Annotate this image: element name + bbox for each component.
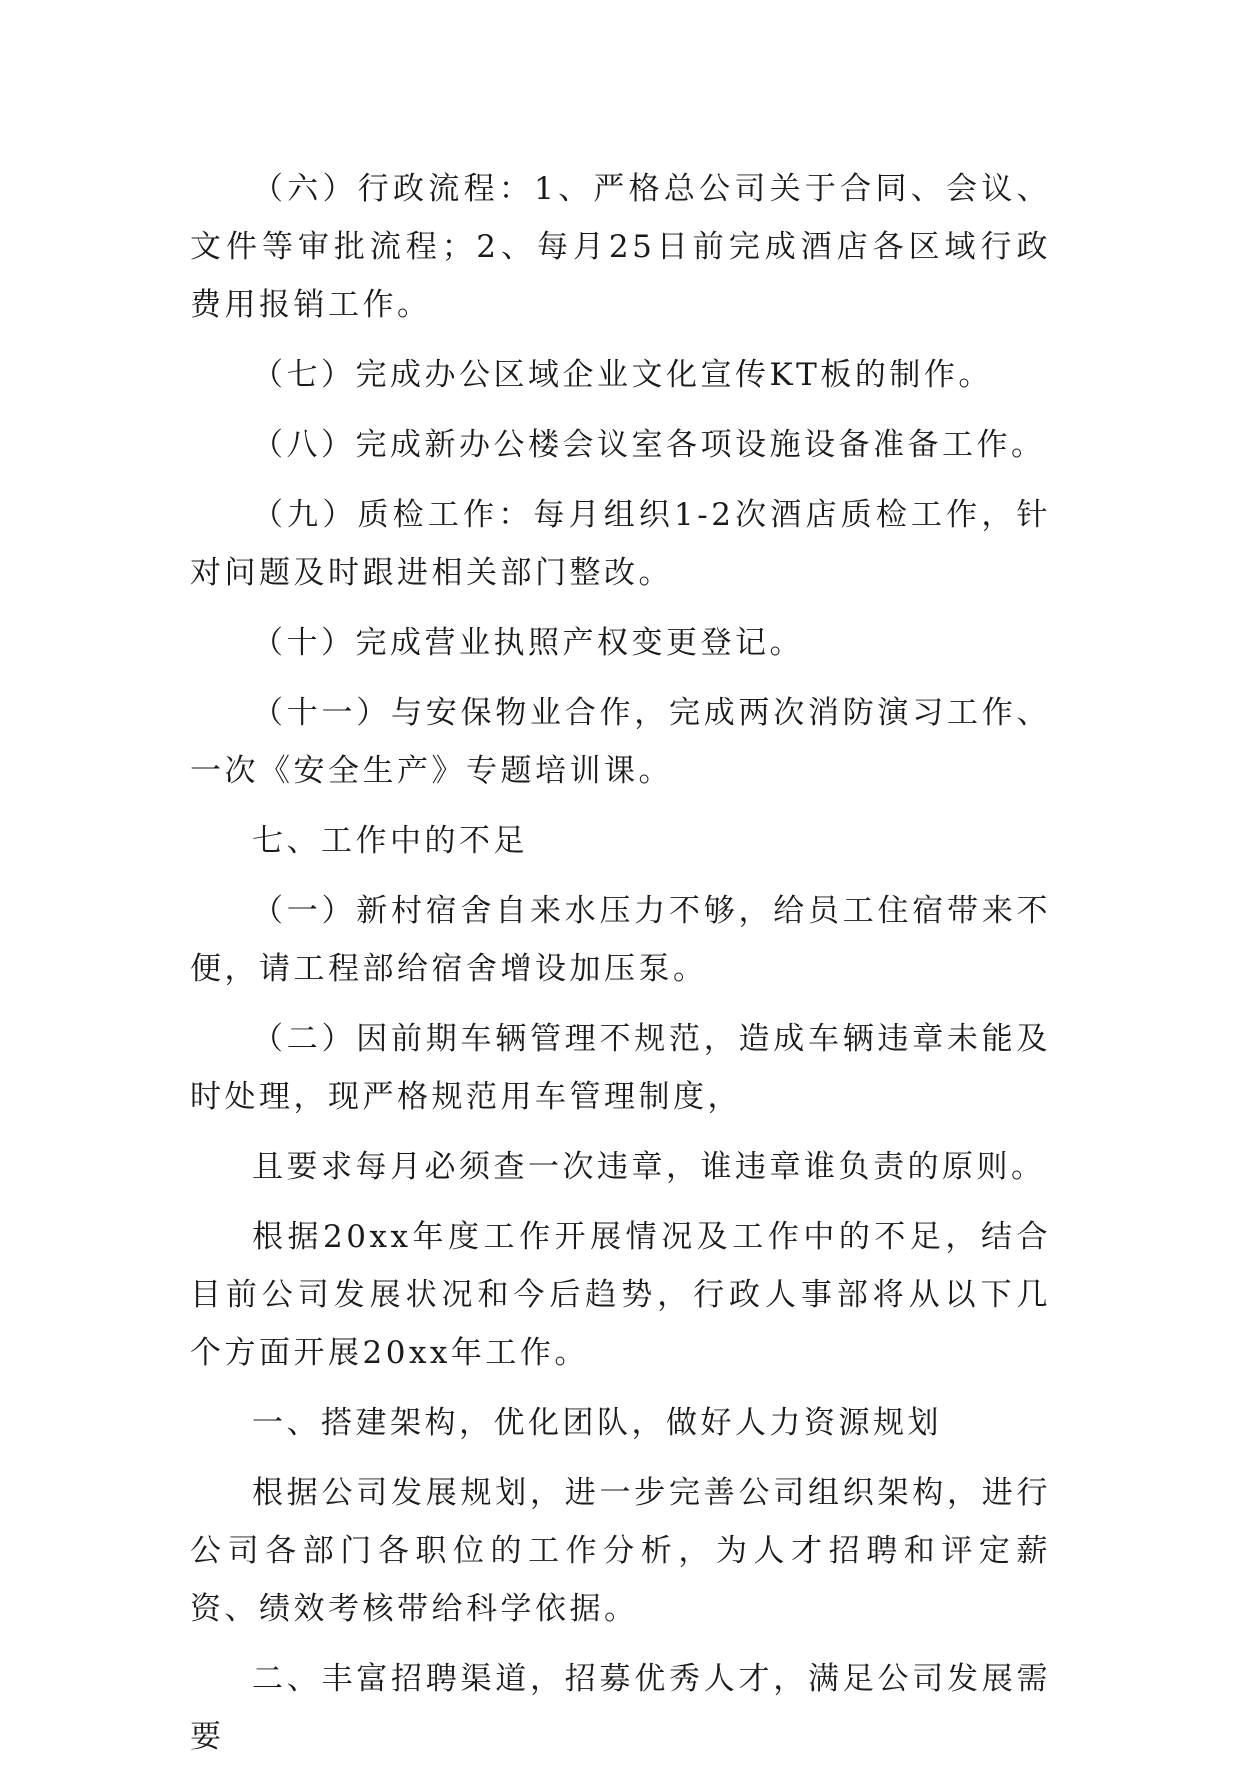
section-heading-recruitment: 二、丰富招聘渠道，招募优秀人才，满足公司发展需要 — [190, 1661, 1051, 1755]
paragraph-vehicle-management: （二）因前期车辆管理不规范，造成车辆违章未能及时处理，现严格规范用车管理制度， — [190, 1021, 1051, 1115]
paragraph-meeting-room: （八）完成新办公楼会议室各项设施设备准备工作。 — [252, 427, 1046, 463]
section-heading-shortcomings: 七、工作中的不足 — [252, 823, 528, 859]
paragraph-water-pressure: （一）新村宿舍自来水压力不够，给员工住宿带来不便，请工程部给宿舍增设加压泵。 — [190, 893, 1051, 987]
paragraph-kt-board: （七）完成办公区域企业文化宣传KT板的制作。 — [252, 357, 993, 393]
paragraph-plan-intro: 根据20xx年度工作开展情况及工作中的不足，结合目前公司发展状况和今后趋势，行政人事部将从以下几个方面开展20xx年工作。 — [190, 1219, 1051, 1371]
section-heading-structure: 一、搭建架构，优化团队，做好人力资源规划 — [252, 1405, 942, 1441]
paragraph-admin-process: （六）行政流程：1、严格总公司关于合同、会议、文件等审批流程；2、每月25日前完成酒店各区域行政费用报销工作。 — [190, 171, 1051, 323]
paragraph-structure-detail: 根据公司发展规划，进一步完善公司组织架构，进行公司各部门各职位的工作分析，为人才招聘和评定薪资、绩效考核带给科学依据。 — [190, 1475, 1051, 1627]
paragraph-quality-check: （九）质检工作：每月组织1-2次酒店质检工作，针对问题及时跟进相关部门整改。 — [190, 497, 1051, 591]
paragraph-business-license: （十）完成营业执照产权变更登记。 — [252, 625, 804, 661]
paragraph-fire-drill: （十一）与安保物业合作，完成两次消防演习工作、一次《安全生产》专题培训课。 — [190, 695, 1051, 789]
paragraph-violation-check: 且要求每月必须查一次违章，谁违章谁负责的原则。 — [252, 1149, 1046, 1185]
